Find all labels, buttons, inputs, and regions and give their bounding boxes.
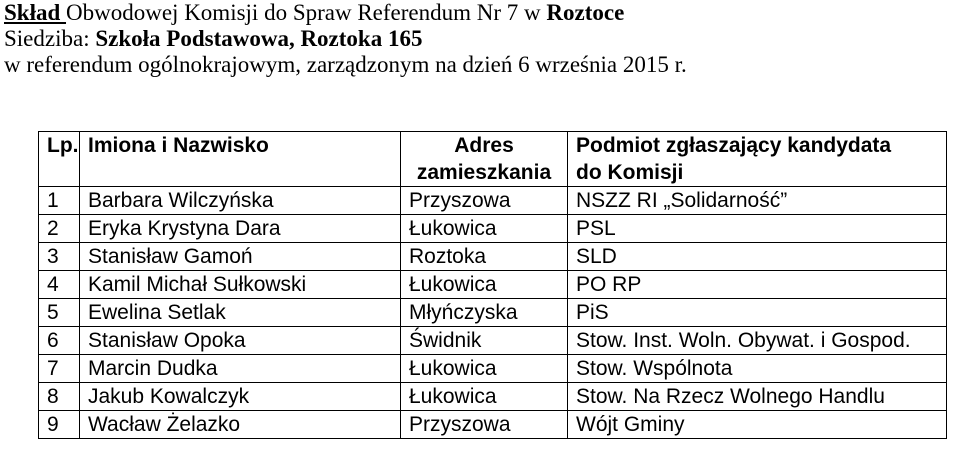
table-row — [39, 355, 947, 383]
row-lp: 1 — [39, 187, 80, 215]
header-line-2 — [4, 26, 687, 52]
header-seat-prefix: Siedziba: — [4, 26, 96, 51]
row-name: Barbara Wilczyńska — [80, 187, 401, 215]
row-name: Stanisław Opoka — [80, 327, 401, 355]
row-name: Eryka Krystyna Dara — [80, 215, 401, 243]
header-title-location: Roztoce — [546, 0, 625, 25]
table-row — [39, 187, 947, 215]
table-row — [39, 299, 947, 327]
row-address: Łukowica — [401, 355, 568, 383]
row-entity: PiS — [568, 299, 947, 327]
row-entity: NSZZ RI „Solidarność” — [568, 187, 947, 215]
row-lp: 7 — [39, 355, 80, 383]
row-entity: PO RP — [568, 271, 947, 299]
row-entity: PSL — [568, 215, 947, 243]
row-entity: SLD — [568, 243, 947, 271]
row-name: Marcin Dudka — [80, 355, 401, 383]
header-seat-value: Szkoła Podstawowa, Roztoka 165 — [95, 26, 423, 51]
row-address: Przyszowa — [401, 411, 568, 439]
row-lp: 4 — [39, 271, 80, 299]
header-title-rest: Obwodowej Komisji do Spraw Referendum Nr 7 w — [66, 0, 547, 25]
row-address: Przyszowa — [401, 187, 568, 215]
table-row — [39, 215, 947, 243]
row-address: Świdnik — [401, 327, 568, 355]
header-lp: Lp. — [39, 132, 80, 187]
row-entity: Stow. Na Rzecz Wolnego Handlu — [568, 383, 947, 411]
committee-table — [38, 131, 947, 439]
row-name: Jakub Kowalczyk — [80, 383, 401, 411]
row-name: Kamil Michał Sułkowski — [80, 271, 401, 299]
row-entity: Stow. Wspólnota — [568, 355, 947, 383]
row-name: Wacław Żelazko — [80, 411, 401, 439]
row-address: Łukowica — [401, 383, 568, 411]
row-name: Ewelina Setlak — [80, 299, 401, 327]
row-lp: 3 — [39, 243, 80, 271]
table-row — [39, 411, 947, 439]
table-row — [39, 327, 947, 355]
row-address: Młyńczyska — [401, 299, 568, 327]
header-title-underlined: Skład — [4, 0, 67, 25]
row-name: Stanisław Gamoń — [80, 243, 401, 271]
table-row — [39, 383, 947, 411]
row-lp: 8 — [39, 383, 80, 411]
row-address: Łukowica — [401, 215, 568, 243]
header-address-line-1: Adres — [454, 134, 514, 157]
header-entity-line-1: Podmiot zgłaszający kandydata — [576, 134, 892, 157]
table-header-row — [39, 132, 947, 187]
header-entity-line-2: do Komisji — [576, 161, 684, 184]
header-address — [401, 132, 568, 187]
header-name: Imiona i Nazwisko — [80, 132, 401, 187]
row-lp: 2 — [39, 215, 80, 243]
row-address: Roztoka — [401, 243, 568, 271]
header-line-3: w referendum ogólnokrajowym, zarządzonym na dzień 6 września 2015 r. — [4, 52, 687, 77]
table-row — [39, 271, 947, 299]
header-line-1 — [4, 0, 687, 26]
header-entity — [568, 132, 947, 187]
row-lp: 6 — [39, 327, 80, 355]
row-address: Łukowica — [401, 271, 568, 299]
table-row — [39, 243, 947, 271]
row-lp: 5 — [39, 299, 80, 327]
row-entity: Stow. Inst. Woln. Obywat. i Gospod. — [568, 327, 947, 355]
header-address-line-2: zamieszkania — [416, 161, 552, 184]
row-entity: Wójt Gminy — [568, 411, 947, 439]
document-header — [4, 0, 687, 78]
row-lp: 9 — [39, 411, 80, 439]
